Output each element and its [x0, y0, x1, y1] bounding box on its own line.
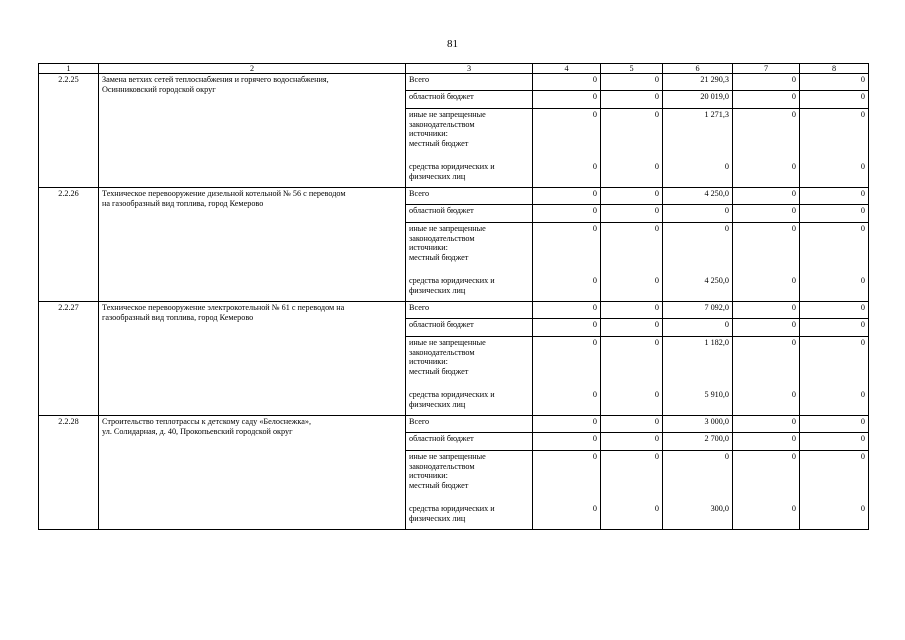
- value-cell: 0: [800, 389, 869, 416]
- other-sources-line: иные не запрещенные: [409, 110, 486, 119]
- source-label-total: Всего: [406, 74, 533, 91]
- item-title-line: газообразный вид топлива, город Кемерово: [102, 312, 254, 322]
- other-sources-line: законодательством: [409, 119, 475, 129]
- value-cell: 0: [733, 416, 800, 433]
- source-label-regional: областной бюджет: [406, 319, 533, 337]
- item-title: [99, 416, 406, 530]
- persons-label-line: физических лиц: [409, 171, 466, 181]
- value-cell: 0: [601, 74, 663, 91]
- value-cell: 0: [601, 275, 663, 302]
- value-cell: 0: [601, 302, 663, 319]
- item-title-line: Осинниковский городской округ: [102, 84, 216, 94]
- other-sources-line: законодательством: [409, 233, 475, 243]
- column-header-row: [39, 64, 869, 74]
- item-title-line: ул. Солидарная, д. 40, Прокопьевский городской округ: [102, 426, 293, 436]
- value-cell: 0: [800, 109, 869, 162]
- item-title-line: Техническое перевооружение дизельной котельной № 56 с переводом: [102, 189, 346, 198]
- item-title-line: на газообразный вид топлива, город Кемерово: [102, 198, 264, 208]
- value-cell: 0: [800, 416, 869, 433]
- source-label-total: Всего: [406, 416, 533, 433]
- value-cell: 0: [601, 205, 663, 223]
- item-code: 2.2.27: [39, 302, 99, 416]
- value-cell: 0: [733, 337, 800, 390]
- value-cell: 0: [533, 223, 601, 276]
- value-cell: 0: [733, 503, 800, 530]
- value-cell: 0: [533, 275, 601, 302]
- value-cell: 2 700,0: [663, 433, 733, 451]
- value-cell: 0: [800, 433, 869, 451]
- value-cell: 0: [533, 433, 601, 451]
- value-cell: 0: [601, 188, 663, 205]
- table-row: [39, 416, 869, 433]
- value-cell: 0: [533, 451, 601, 504]
- value-cell: 0: [733, 223, 800, 276]
- other-sources-line: иные не запрещенные: [409, 338, 486, 347]
- value-cell: 0: [533, 74, 601, 91]
- column-header: 1: [39, 64, 99, 74]
- value-cell: 3 000,0: [663, 416, 733, 433]
- column-header: 2: [99, 64, 406, 74]
- value-cell: 0: [733, 91, 800, 109]
- value-cell: 0: [663, 451, 733, 504]
- value-cell: 0: [800, 275, 869, 302]
- value-cell: 0: [601, 91, 663, 109]
- value-cell: 0: [733, 433, 800, 451]
- table-row: [39, 302, 869, 319]
- value-cell: 0: [533, 109, 601, 162]
- value-cell: 7 092,0: [663, 302, 733, 319]
- item-title-line: Строительство теплотрассы к детскому саду «Белоснежка»,: [102, 417, 312, 426]
- value-cell: 0: [800, 161, 869, 188]
- source-label-local: [406, 223, 533, 276]
- value-cell: 0: [733, 188, 800, 205]
- value-cell: 0: [601, 319, 663, 337]
- source-label-total: Всего: [406, 302, 533, 319]
- item-title: [99, 74, 406, 188]
- source-label-persons: [406, 503, 533, 530]
- value-cell: 0: [601, 416, 663, 433]
- value-cell: 0: [733, 275, 800, 302]
- value-cell: 0: [800, 188, 869, 205]
- value-cell: 4 250,0: [663, 188, 733, 205]
- other-sources-line: источники:: [409, 357, 448, 367]
- value-cell: 0: [663, 205, 733, 223]
- value-cell: 0: [733, 161, 800, 188]
- persons-label-line: средства юридических и: [409, 504, 495, 513]
- value-cell: 0: [800, 337, 869, 390]
- table-body: [39, 74, 869, 530]
- budget-table: [38, 63, 869, 530]
- source-label-regional: областной бюджет: [406, 205, 533, 223]
- source-label-local: [406, 451, 533, 504]
- local-budget-label: местный бюджет: [409, 367, 469, 377]
- value-cell: 0: [533, 302, 601, 319]
- column-header: 5: [601, 64, 663, 74]
- value-cell: 0: [733, 389, 800, 416]
- persons-label-line: физических лиц: [409, 513, 466, 523]
- persons-label-line: средства юридических и: [409, 390, 495, 399]
- item-title: [99, 188, 406, 302]
- persons-label-line: средства юридических и: [409, 162, 495, 171]
- persons-label-line: средства юридических и: [409, 276, 495, 285]
- value-cell: 0: [533, 188, 601, 205]
- source-label-regional: областной бюджет: [406, 91, 533, 109]
- value-cell: 0: [601, 161, 663, 188]
- value-cell: 0: [733, 451, 800, 504]
- value-cell: 0: [800, 223, 869, 276]
- source-label-local: [406, 337, 533, 390]
- other-sources-line: источники:: [409, 471, 448, 481]
- other-sources-line: законодательством: [409, 461, 475, 471]
- persons-label-line: физических лиц: [409, 285, 466, 295]
- value-cell: 20 019,0: [663, 91, 733, 109]
- column-header: 8: [800, 64, 869, 74]
- value-cell: 21 290,3: [663, 74, 733, 91]
- value-cell: 0: [533, 91, 601, 109]
- value-cell: 0: [601, 337, 663, 390]
- table-row: [39, 74, 869, 91]
- value-cell: 0: [601, 503, 663, 530]
- item-title-line: Замена ветхих сетей теплоснабжения и горячего водоснабжения,: [102, 75, 329, 84]
- value-cell: 1 271,3: [663, 109, 733, 162]
- source-label-persons: [406, 389, 533, 416]
- value-cell: 0: [601, 451, 663, 504]
- item-code: 2.2.26: [39, 188, 99, 302]
- value-cell: 0: [533, 416, 601, 433]
- source-label-persons: [406, 275, 533, 302]
- value-cell: 0: [800, 319, 869, 337]
- value-cell: 0: [800, 451, 869, 504]
- value-cell: 0: [800, 302, 869, 319]
- value-cell: 0: [663, 319, 733, 337]
- persons-label-line: физических лиц: [409, 399, 466, 409]
- other-sources-line: источники:: [409, 129, 448, 139]
- value-cell: 0: [733, 109, 800, 162]
- item-title: [99, 302, 406, 416]
- value-cell: 0: [800, 74, 869, 91]
- other-sources-line: иные не запрещенные: [409, 224, 486, 233]
- value-cell: 0: [800, 503, 869, 530]
- column-header: 6: [663, 64, 733, 74]
- table-row: [39, 188, 869, 205]
- page-number: 81: [447, 38, 458, 50]
- value-cell: 0: [601, 109, 663, 162]
- value-cell: 0: [533, 205, 601, 223]
- other-sources-line: законодательством: [409, 347, 475, 357]
- column-header: 7: [733, 64, 800, 74]
- source-label-total: Всего: [406, 188, 533, 205]
- value-cell: 0: [800, 91, 869, 109]
- value-cell: 0: [533, 337, 601, 390]
- value-cell: 0: [533, 319, 601, 337]
- source-label-persons: [406, 161, 533, 188]
- value-cell: 0: [533, 389, 601, 416]
- column-header: 4: [533, 64, 601, 74]
- value-cell: 0: [601, 389, 663, 416]
- value-cell: 0: [533, 503, 601, 530]
- source-label-regional: областной бюджет: [406, 433, 533, 451]
- value-cell: 0: [601, 223, 663, 276]
- local-budget-label: местный бюджет: [409, 139, 469, 149]
- item-code: 2.2.28: [39, 416, 99, 530]
- value-cell: 0: [663, 161, 733, 188]
- item-title-line: Техническое перевооружение электрокотельной № 61 с переводом на: [102, 303, 345, 312]
- value-cell: 0: [601, 433, 663, 451]
- value-cell: 0: [663, 223, 733, 276]
- value-cell: 0: [733, 205, 800, 223]
- value-cell: 0: [533, 161, 601, 188]
- source-label-local: [406, 109, 533, 162]
- other-sources-line: источники:: [409, 243, 448, 253]
- value-cell: 5 910,0: [663, 389, 733, 416]
- value-cell: 0: [733, 74, 800, 91]
- value-cell: 300,0: [663, 503, 733, 530]
- other-sources-line: иные не запрещенные: [409, 452, 486, 461]
- column-header: 3: [406, 64, 533, 74]
- value-cell: 0: [733, 319, 800, 337]
- value-cell: 1 182,0: [663, 337, 733, 390]
- value-cell: 4 250,0: [663, 275, 733, 302]
- local-budget-label: местный бюджет: [409, 253, 469, 263]
- value-cell: 0: [800, 205, 869, 223]
- local-budget-label: местный бюджет: [409, 481, 469, 491]
- value-cell: 0: [733, 302, 800, 319]
- item-code: 2.2.25: [39, 74, 99, 188]
